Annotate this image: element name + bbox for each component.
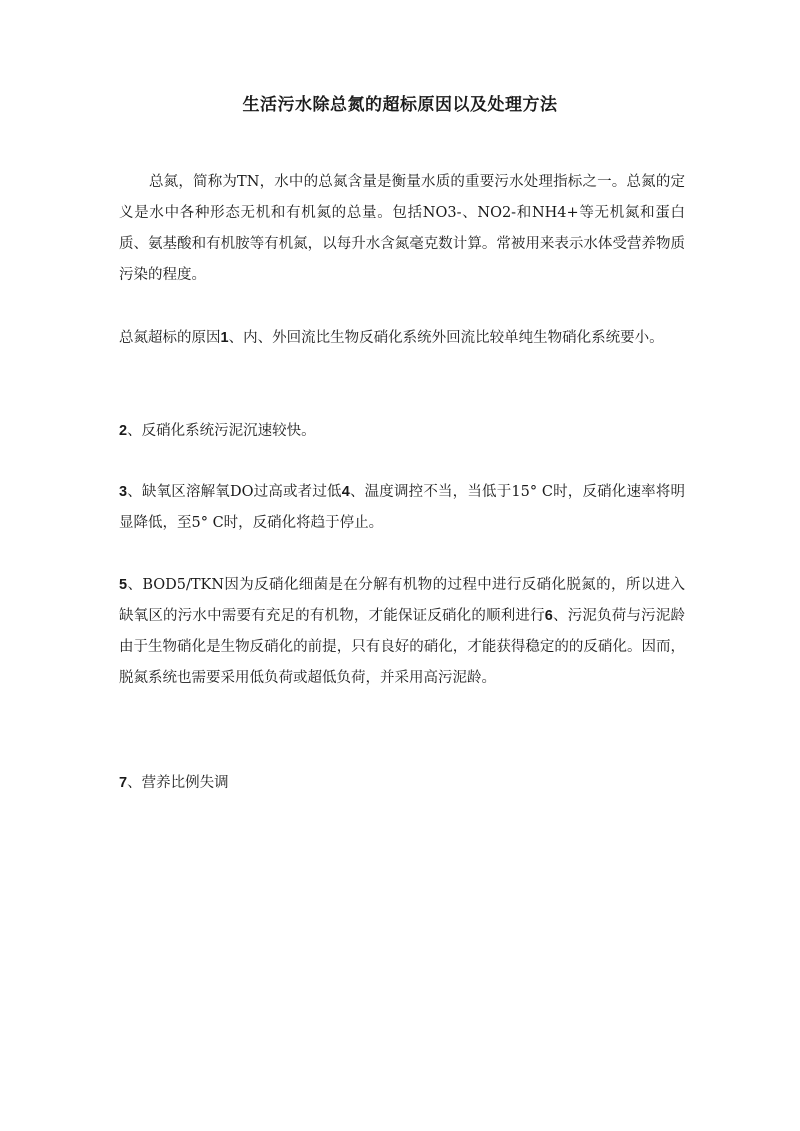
reason-3-number: 3 [119, 484, 128, 500]
reason-3-text: 、缺氧区溶解氧DO过高或者过低 [127, 484, 342, 500]
reason-2-text: 、反硝化系统污泥沉速较快。 [127, 423, 316, 439]
reason-1-prefix: 总氮超标的原因 [119, 330, 221, 346]
reason-1-number: 1 [220, 330, 229, 346]
reason-2-paragraph [119, 416, 685, 447]
reason-7-text: 、营养比例失调 [127, 775, 229, 791]
reason-7-number: 7 [119, 775, 128, 791]
reason-2-number: 2 [119, 423, 128, 439]
reason-1-text: 、内、外回流比生物反硝化系统外回流比较单纯生物硝化系统要小。 [228, 330, 664, 346]
reason-5-paragraph [119, 570, 685, 694]
reason-5-number: 5 [119, 577, 128, 593]
reason-6-text: 、污泥负荷与污泥龄由于生物硝化是生物反硝化的前提，只有良好的硝化，才能获得稳定的的反硝化。因而，脱氮系统也需要采用低负荷或超低负荷，并采用高污泥龄。 [119, 608, 685, 686]
reason-5-text: 、BOD5/TKN因为反硝化细菌是在分解有机物的过程中进行反硝化脱氮的，所以进入缺氧区的污水中需要有充足的有机物，才能保证反硝化的顺利进行 [119, 577, 685, 624]
reason-3-paragraph [119, 477, 685, 539]
reason-4-number: 4 [341, 484, 350, 500]
reason-4-text: 、温度调控不当，当低于15° C时，反硝化速率将明显降低，至5° C时，反硝化将趋于停止。 [119, 484, 686, 531]
reason-7-paragraph [119, 768, 685, 799]
intro-paragraph: 总氮，简称为TN，水中的总氮含量是衡量水质的重要污水处理指标之一。总氮的定义是水中各种形态无机和有机氮的总量。包括NO3-、NO2-和NH4+等无机氮和蛋白质、氨基酸和有机胺等有机氮，以每升水含氮毫克数计算。常被用来表示水体受营养物质污染的程度。 [119, 174, 685, 283]
document-title: 生活污水除总氮的超标原因以及处理方法 [242, 95, 558, 115]
reason-1-paragraph [119, 323, 685, 354]
reason-6-number: 6 [544, 608, 553, 624]
